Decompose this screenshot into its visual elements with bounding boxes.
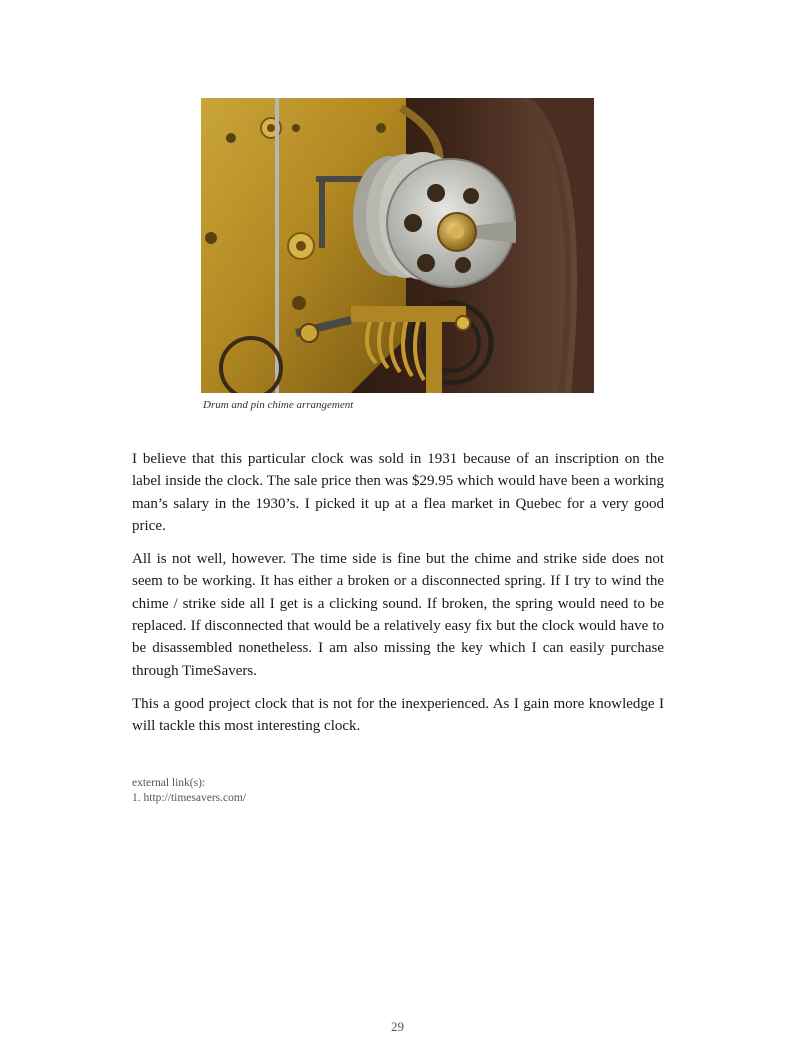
figure-caption: Drum and pin chime arrangement: [203, 399, 354, 411]
page-number: 29: [391, 1019, 404, 1034]
external-links: [132, 776, 246, 806]
paragraph: I believe that this particular clock was sold in 1931 because of an inscription on the label inside the clock. The sale price then was $29.95 which would have been a working man’s salary in the 1930’s. I picked it up at a flea market in Quebec for a very good price.: [132, 451, 664, 534]
article-body: [132, 448, 664, 749]
paragraph: This a good project clock that is not for the inexperienced. As I gain more knowledge I will tackle this most interesting clock.: [132, 695, 664, 735]
clock-movement-photo: [201, 98, 594, 393]
paragraph: All is not well, however. The time side is fine but the chime and strike side does not seem to be working. It has either a broken or a disconnected spring. If I try to wind the chime / strike side all I get is a clicking sound. If broken, the spring would need to be replaced. If disconnected that would be a relatively easy fix but the clock would have to be disassembled nonetheless. I am also missing the key which I can easily purchase through TimeSavers.: [132, 551, 664, 679]
external-links-heading: external link(s):: [132, 777, 206, 789]
external-link[interactable]: 1. http://timesavers.com/: [132, 792, 247, 804]
